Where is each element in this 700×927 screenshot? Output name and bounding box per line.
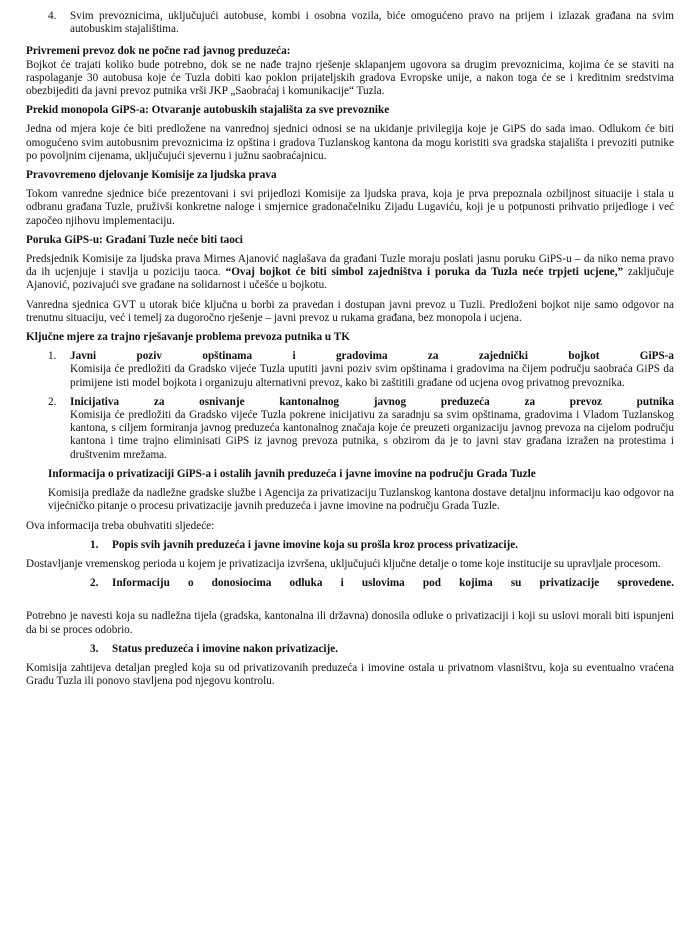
paragraph-monopoly: Jedna od mjera koje će biti predložene na vanrednoj sjednici odnosi se na ukidanje privilegija koje je GiPS do sada imao. Odlukom će biti omogućeno svim autobusnim prevoznicima iz opština i gradova Tuzlanskog kantona da mogu koristiti sva gradska stajališta i prevoziti putnike po povoljnim cijenama, uključujući sjevernu i južnu saobraćajnicu. bbox=[26, 123, 674, 162]
point-item-3 bbox=[90, 643, 674, 656]
point-text: Dostavljanje vremenskog perioda u kojem je privatizacija izvršena, uključujući ključne detalje o tome koje institucije su upravljale procesom. bbox=[26, 557, 661, 570]
list-number: 4. bbox=[48, 10, 57, 22]
measure-title: Inicijativa za osnivanje kantonalnog javnog preduzeća za prevoz putnika bbox=[70, 395, 674, 408]
point-number: 3. bbox=[90, 642, 99, 655]
point-item-1 bbox=[90, 539, 674, 552]
paragraph-message bbox=[26, 253, 674, 293]
section-heading-temporary-transport: Privremeni prevoz dok ne počne rad javnog preduzeća: bbox=[26, 45, 291, 58]
paragraph-intro: Ova informacija treba obuhvatiti sljedeće: bbox=[26, 519, 215, 532]
list-item-4 bbox=[48, 10, 674, 36]
section-heading-privatization: Informacija o privatizaciji GiPS-a i ostalih javnih preduzeća i javne imovine na području Grada Tuzle bbox=[48, 467, 536, 480]
section-heading-commission: Pravovremeno djelovanje Komisije za ljudska prava bbox=[26, 169, 277, 182]
point-text: Komisija zahtijeva detaljan pregled koja su od privatizovanih preduzeća i imovine ostala u privatnom vlasništvu, koja su eventualno vraćena Gradu Tuzla ili ponovo stavljena pod njegovu kontrolu. bbox=[26, 661, 674, 688]
message-text-b: zaključuje Ajanović, pozivajući sve građane na solidarnost i učešće u bojkotu. bbox=[26, 266, 674, 292]
measure-text: Komisija će predložiti da Gradsko vijeće Tuzla pokrene inicijativu za saradnju sa svim opštinama, gradovima i Vladom Tuzlanskog kantona, s ciljem formiranja javnog preduzeća kantonalnog značaja koje će preuzeti organizaciju javnog prevoza na cijelom području kantona i time trajno eliminisati GiPS iz javnog prevoza putnika, s obzirom da je to javni stav građana izražen na protestima i društvenim mrežama. bbox=[70, 409, 674, 461]
point-text: Potrebno je navesti koja su nadležna tijela (gradska, kantonalna ili državna) donosila odluke o privatizaciji i koji su uslovi morali biti ispunjeni da bi se proces odobrio. bbox=[26, 610, 674, 636]
section-heading-key-measures: Ključne mjere za trajno rješavanje problema prevoza putnika u TK bbox=[26, 331, 350, 344]
measure-item-2 bbox=[48, 396, 674, 462]
measure-title: Javni poziv opštinama i gradovima za zajednički bojkot GiPS-a bbox=[70, 350, 674, 363]
list-item-text: Svim prevoznicima, uključujući autobuse, kombi i osobna vozila, biće omogućeno pravo na prijem i izlazak građana na svim autobuskim stajalištima. bbox=[70, 10, 674, 36]
section-heading-monopoly: Prekid monopola GiPS-a: Otvaranje autobuskih stajališta za sve prevoznike bbox=[26, 104, 390, 117]
paragraph-commission: Tokom vanredne sjednice biće prezentovani i svi prijedlozi Komisije za ljudska prava, koja je prva prepoznala ozbiljnost situacije i stala u odbranu građana Tuzle, pruživši konkretne naloge i smjernice gradonačelniku Zijadu Lugaviću, koji je u potpunosti prihvatio prijedloge i već započeo njihovu implementaciju. bbox=[26, 188, 674, 227]
paragraph-session: Vanredna sjednica GVT u utorak biće ključna u borbi za pravedan i dostupan javni prevoz u Tuzli. Predloženi bojkot nije samo odgovor na trenutnu situaciju, već i temelj za dugoročno rješenje – javni prevoz u rukama građana, bez monopola i ucjena. bbox=[26, 298, 674, 324]
point-number: 2. bbox=[90, 577, 99, 590]
message-text-a: Predsjednik Komisije za ljudska prava Mirnes Ajanović naglašava da građani Tuzle moraju poslati jasnu poruku GiPS-u – da niko nema pravo da ih ucjenjuje i stavlja u poziciju taoca. bbox=[26, 253, 674, 279]
point-title: Status preduzeća i imovine nakon privatizacije. bbox=[112, 642, 339, 655]
measure-number: 1. bbox=[48, 350, 57, 363]
measure-text: Komisija će predložiti da Gradsko vijeće Tuzla uputiti javni poziv svim opštinama i gradovima na čijem području saobraća GiPS da primijene isti model bojkota i organizuju alternativni prevoz, kako bi zaštitili građane od ucjena ovog privatnog prevoznika. bbox=[70, 363, 674, 389]
message-quote: “Ovaj bojkot će biti simbol zajedništva i poruka da Tuzla neće trpjeti ucjene,” bbox=[225, 266, 624, 279]
measure-number: 2. bbox=[48, 395, 57, 408]
paragraph-privatization: Komisija predlaže da nadležne gradske službe i Agencija za privatizaciju Tuzlanskog kantona dostave detaljnu informaciju kao odgovor na vijećničko pitanje o procesu privatizacije javnih preduzeća i javne imovine na području Grada Tuzle. bbox=[48, 487, 674, 513]
point-number: 1. bbox=[90, 538, 99, 551]
measure-item-1 bbox=[48, 350, 674, 390]
section-heading-message: Poruka GiPS-u: Građani Tuzle neće biti taoci bbox=[26, 233, 243, 246]
point-title: Popis svih javnih preduzeća i javne imovine koja su prošla kroz process privatizacije. bbox=[112, 538, 518, 551]
paragraph-temporary-transport: Bojkot će trajati koliko bude potrebno, dok se ne nađe trajno rješenje sklapanjem ugovora sa drugim prevoznicima, kojima će se staviti na raspolaganje 30 autobusa koje će Tuzla dobiti kao poklon prijateljskih gradova Evropske unije, a nakon toga će se i kreditnim sredstvima obezbijediti da javni prevoz putnika vrši JKP „Saobraćaj i komunikacije“ Tuzla. bbox=[26, 58, 674, 98]
point-title: Informaciju o donosiocima odluka i uslovima pod kojima su privatizacije sprovedene. bbox=[112, 577, 674, 590]
point-item-2 bbox=[90, 577, 674, 590]
